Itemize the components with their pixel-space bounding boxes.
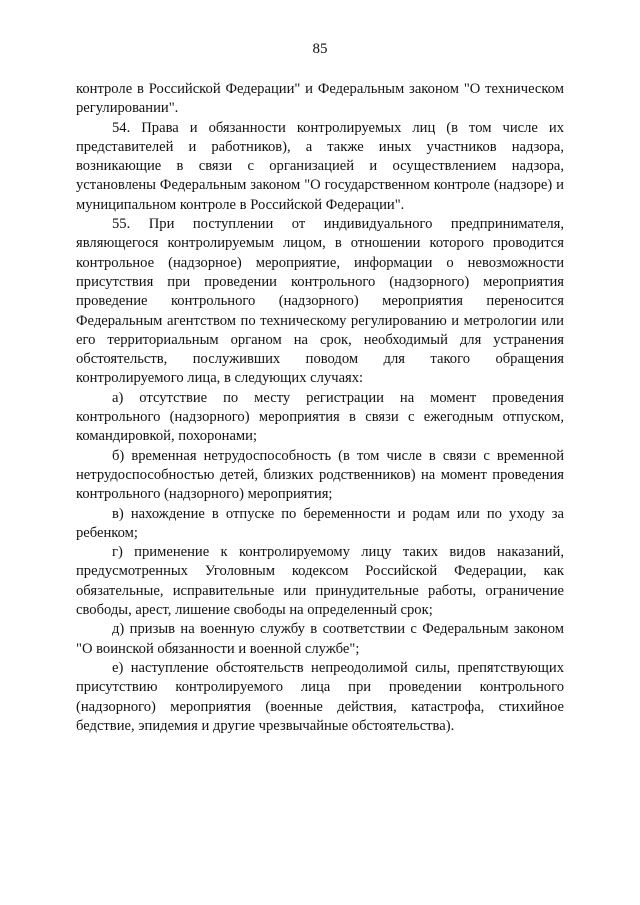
list-item-a: а) отсутствие по месту регистрации на момент проведения контрольного (надзорного) мероприятия в связи с ежегодным отпуском, командировкой, похоронами; — [76, 389, 564, 445]
paragraph-continuation: контроле в Российской Федерации" и Федеральным законом "О техническом регулировании". — [76, 81, 564, 117]
document-body — [76, 80, 564, 736]
list-item-g: г) применение к контролируемому лицу таких видов наказаний, предусмотренных Уголовным кодексом Российской Федерации, как обязательные, исправительные или принудительные работы, ограничение свободы, арест, лишение свободы на определенный срок; — [76, 544, 564, 619]
page-number: 85 — [312, 41, 328, 57]
list-item-d: д) призыв на военную службу в соответствии с Федеральным законом "О воинской обязанности и военной службе"; — [76, 621, 564, 657]
list-item-e: е) наступление обстоятельств непреодолимой силы, препятствующих присутствию контролируемого лица при проведении контрольного (надзорного) мероприятия (военные действия, катастрофа, стихийное бедствие, эпидемия и другие чрезвычайные обстоятельства). — [76, 659, 564, 734]
paragraph-54: 54. Права и обязанности контролируемых лиц (в том числе их представителей и работников), а также иных участников надзора, возникающие в связи с организацией и осуществлением надзора, установлены Федеральным законом "О государственном контроле (надзоре) и муниципальном контроле в Российской Федерации". — [76, 119, 564, 213]
list-item-v: в) нахождение в отпуске по беременности и родам или по уходу за ребенком; — [76, 505, 564, 541]
paragraph-55: 55. При поступлении от индивидуального предпринимателя, являющегося контролируемым лицом, в отношении которого проводится контрольное (надзорное) мероприятие, информации о невозможности присутствия при проведении контрольного (надзорного) мероприятия проведение контрольного (надзорного) мероприятия переносится Федеральным агентством по техническому регулированию и метрологии или его территориальным органом на срок, необходимый для устранения обстоятельств, послуживших поводом для такого обращения контролируемого лица, в следующих случаях: — [76, 216, 564, 387]
list-item-b: б) временная нетрудоспособность (в том числе в связи с временной нетрудоспособностью детей, близких родственников) на момент проведения контрольного (надзорного) мероприятия; — [76, 447, 564, 503]
